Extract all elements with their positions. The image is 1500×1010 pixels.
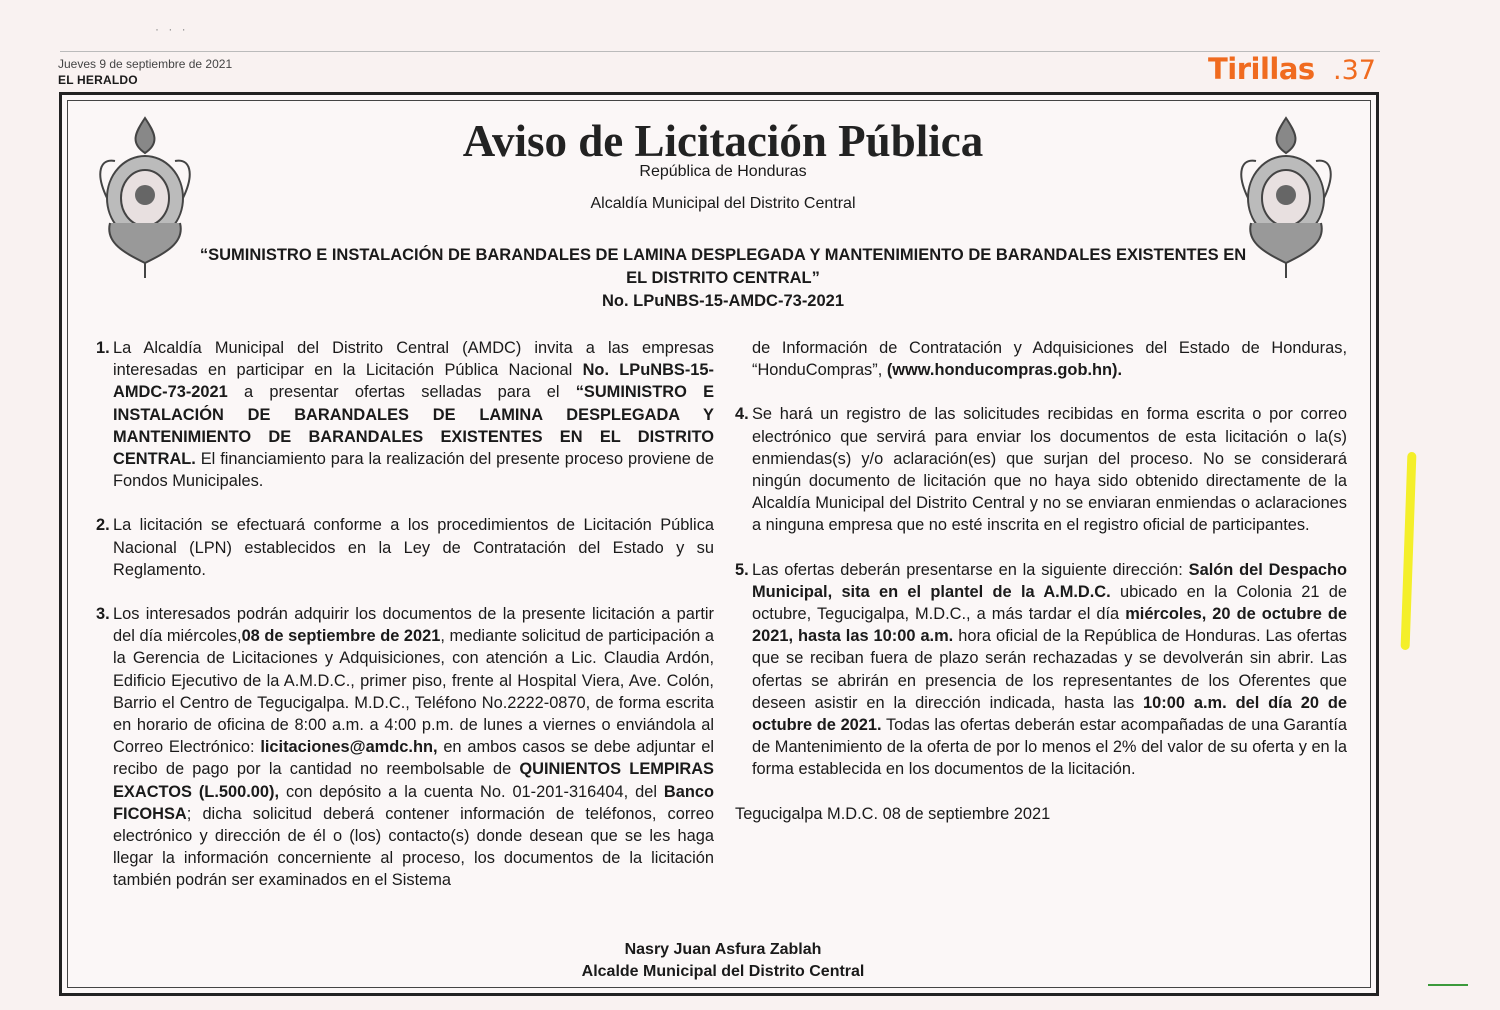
- process-header: [188, 244, 1258, 313]
- item-text: La licitación se efectuará conforme a los procedimientos de Licitación Pública Nacional (LPN) establecidos en la Ley de Contratación del Estado y su Reglamento.: [113, 516, 714, 579]
- notice-inner-border: [67, 100, 1371, 988]
- item-text: Los interesados podrán adquirir los documentos de la presente licitación a partir del día miércoles,: [113, 605, 714, 646]
- header-rule: [60, 51, 1380, 52]
- item-bold: miércoles, 20 de octubre de 2021, hasta las 10:00 a.m.: [752, 605, 1347, 646]
- place-date: Tegucigalpa M.D.C. 08 de septiembre 2021: [735, 804, 1051, 823]
- signer-title: Alcalde Municipal del Distrito Central: [581, 963, 865, 980]
- item-text: ubicado en la Colonia 21 de octubre, Tegucigalpa, M.D.C., a más tardar el día: [752, 582, 1347, 624]
- signer-name: Nasry Juan Asfura Zablah: [624, 941, 822, 958]
- list-item: [96, 337, 714, 492]
- process-name: “SUMINISTRO E INSTALACIÓN DE BARANDALES DE LAMINA DESPLEGADA Y MANTENIMIENTO DE BARANDALES EXISTENTES EN EL DISTRITO CENTRAL”: [199, 246, 1247, 287]
- newspaper-name: EL HERALDO: [58, 73, 138, 87]
- website-link: (www.honducompras.gob.hn).: [886, 361, 1123, 380]
- item-text: El financiamiento para la realización del presente proceso proviene de Fondos Municipales.: [113, 450, 714, 491]
- item-bold: 08 de septiembre de 2021: [241, 627, 441, 646]
- item-number: 2.: [96, 516, 110, 535]
- item-bold: No. LPuNBS-15-AMDC-73-2021: [113, 361, 715, 402]
- process-number: No. LPuNBS-15-AMDC-73-2021: [601, 292, 845, 310]
- item-number: 1.: [96, 339, 110, 357]
- notice-subtitle-country: República de Honduras: [639, 163, 807, 180]
- item-number: 3.: [96, 605, 110, 624]
- item-number: 4.: [735, 405, 749, 424]
- right-column: [735, 337, 1347, 825]
- list-item: [96, 514, 714, 581]
- item-bold: 10:00 a.m. del día 20 de octubre de 2021.: [752, 693, 1347, 735]
- item-text: a presentar ofertas selladas para el: [227, 383, 576, 402]
- footer-rule: [1428, 984, 1468, 986]
- item-bold: Banco FICOHSA: [113, 782, 714, 823]
- item-text: , mediante solicitud de participación a la Gerencia de Licitaciones y Adquisiciones, con atención a Lic. Claudia Ardón, Edificio Ejecutivo de la A.M.D.C., primer piso, frente al Hospital Viera, Ave. Colón, Barrio el Centro de Tegucigalpa. M.D.C., Teléfono No.2222-0870, de forma escrita en horario de oficina de 8:00 a.m. a 4:00 p.m. de lunes a viernes o enviándola al Correo Electrónico:: [113, 627, 714, 757]
- item-bold: QUINIENTOS LEMPIRAS EXACTOS (L.500.00),: [113, 760, 714, 801]
- item-text: en ambos casos se debe adjuntar el recibo de pago por la cantidad no reembolsable de: [113, 738, 715, 779]
- item-text: hora oficial de la República de Honduras. Las ofertas que se reciban fuera de plazo serán rechazadas y se devolverán sin abrir. Las ofertas se abrirán en presencia de los representantes de los Oferentes que deseen asistir en la dirección indicada, hasta las: [752, 627, 1348, 712]
- item-number: 5.: [735, 560, 749, 579]
- section-title: Tirillas: [1208, 52, 1315, 86]
- signature-block: [68, 939, 1378, 983]
- item-bold: “SUMINISTRO E INSTALACIÓN DE BARANDALES DE LAMINA DESPLEGADA Y MANTENIMIENTO DE BARANDALES EXISTENTES EN EL DISTRITO CENTRAL.: [113, 383, 714, 469]
- notice-title: Aviso de Licitación Pública: [462, 116, 984, 166]
- item-text: Todas las ofertas deberán estar acompañadas de una Garantía de Mantenimiento de la oferta de por lo menos el 2% del valor de su oferta y en la forma establecida en los documentos de la licitación.: [752, 716, 1348, 779]
- list-item: [96, 603, 714, 892]
- item-text: Las ofertas deberán presentarse en la siguiente dirección:: [752, 560, 1189, 579]
- item-bold: Salón del Despacho Municipal, sita en el plantel de la A.M.D.C.: [752, 560, 1347, 601]
- list-item-continued: [735, 337, 1347, 381]
- list-item: [735, 559, 1347, 781]
- list-item: [735, 403, 1347, 536]
- page-number: .37: [1333, 55, 1376, 86]
- item-bold: licitaciones@amdc.hn,: [260, 738, 438, 757]
- highlighter-mark: [1401, 452, 1417, 650]
- item-text: ; dicha solicitud deberá contener información de teléfonos, correo electrónico y dirección de él o (los) contacto(s) donde desean que se les haga llegar la información concerniente al proceso, los documentos de la licitación también podrán ser examinados en el Sistema: [113, 804, 714, 890]
- item-text: con depósito a la cuenta No. 01-201-316404, del: [279, 782, 664, 801]
- notice-subtitle-municipality: Alcaldía Municipal del Distrito Central: [590, 195, 856, 212]
- print-smudge: · · ·: [155, 22, 189, 36]
- issue-date: Jueves 9 de septiembre de 2021: [58, 57, 233, 71]
- item-text: Se hará un registro de las solicitudes recibidas en forma escrita o por correo electrónico que servirá para enviar los documentos de esta licitación o la(s) enmiendas(s) y/o aclaración(es) que surjan del proceso. No se considerará ningún documento de licitación que no haya sido obtenido directamente de la Alcaldía Municipal del Distrito Central y no se enviaran enmiendas o aclaraciones a ninguna empresa que no esté inscrita en el registro oficial de participantes.: [752, 405, 1347, 535]
- item-text: La Alcaldía Municipal del Distrito Central (AMDC) invita a las empresas interesadas en participar en la Licitación Pública Nacional: [113, 339, 714, 380]
- item-text: de Información de Contratación y Adquisiciones del Estado de Honduras, “HonduCompras”,: [752, 339, 1347, 380]
- public-notice: [59, 92, 1379, 996]
- left-column: [96, 337, 714, 892]
